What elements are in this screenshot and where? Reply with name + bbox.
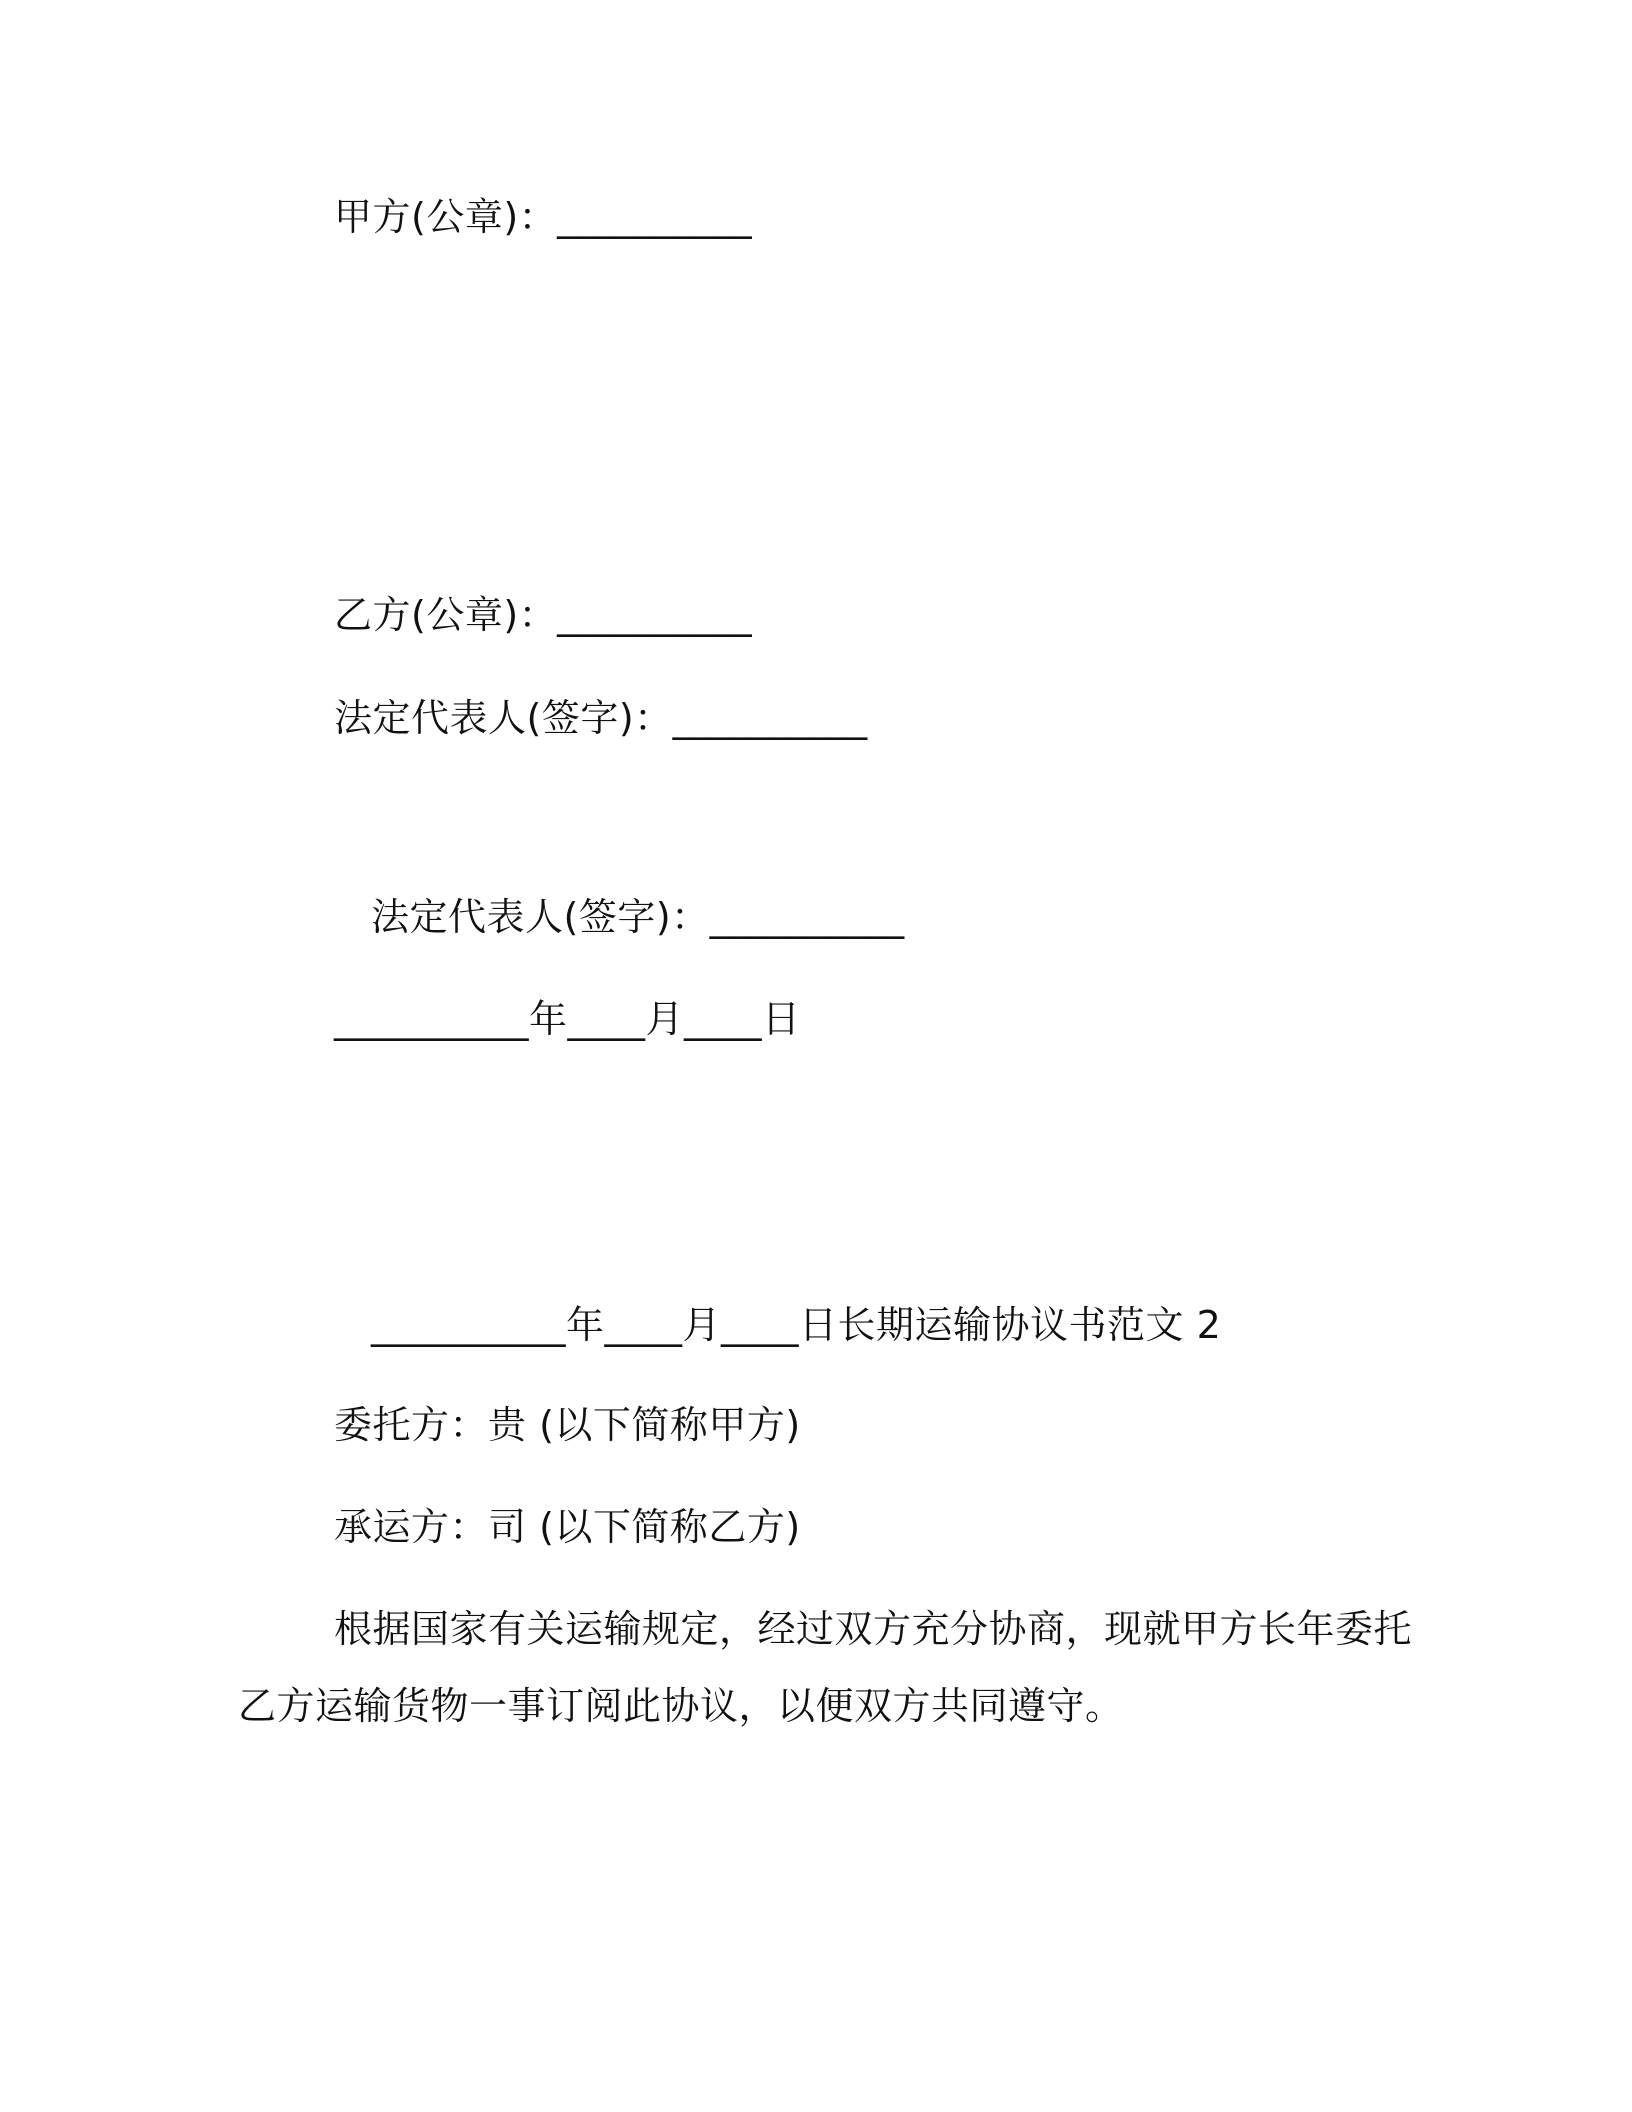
legal-representative-line-2: 法定代表人(签字)：__________ bbox=[371, 895, 905, 939]
party-b-seal-line: 乙方(公章)：__________ bbox=[334, 593, 753, 637]
legal-representative-line-1: 法定代表人(签字)：__________ bbox=[334, 696, 868, 740]
section-heading: __________年____月____日长期运输协议书范文 2 bbox=[371, 1303, 1222, 1347]
carrier-line: 承运方：司 (以下简称乙方) bbox=[334, 1505, 801, 1549]
intro-paragraph-line-2: 乙方运输货物一事订阅此协议，以便双方共同遵守。 bbox=[238, 1684, 1124, 1728]
consignor-line: 委托方：贵 (以下简称甲方) bbox=[334, 1403, 801, 1447]
intro-paragraph-line-1: 根据国家有关运输规定，经过双方充分协商，现就甲方长年委托 bbox=[334, 1607, 1413, 1651]
signature-date-line: __________年____月____日 bbox=[334, 997, 801, 1041]
party-a-seal-line: 甲方(公章)：__________ bbox=[334, 195, 753, 239]
